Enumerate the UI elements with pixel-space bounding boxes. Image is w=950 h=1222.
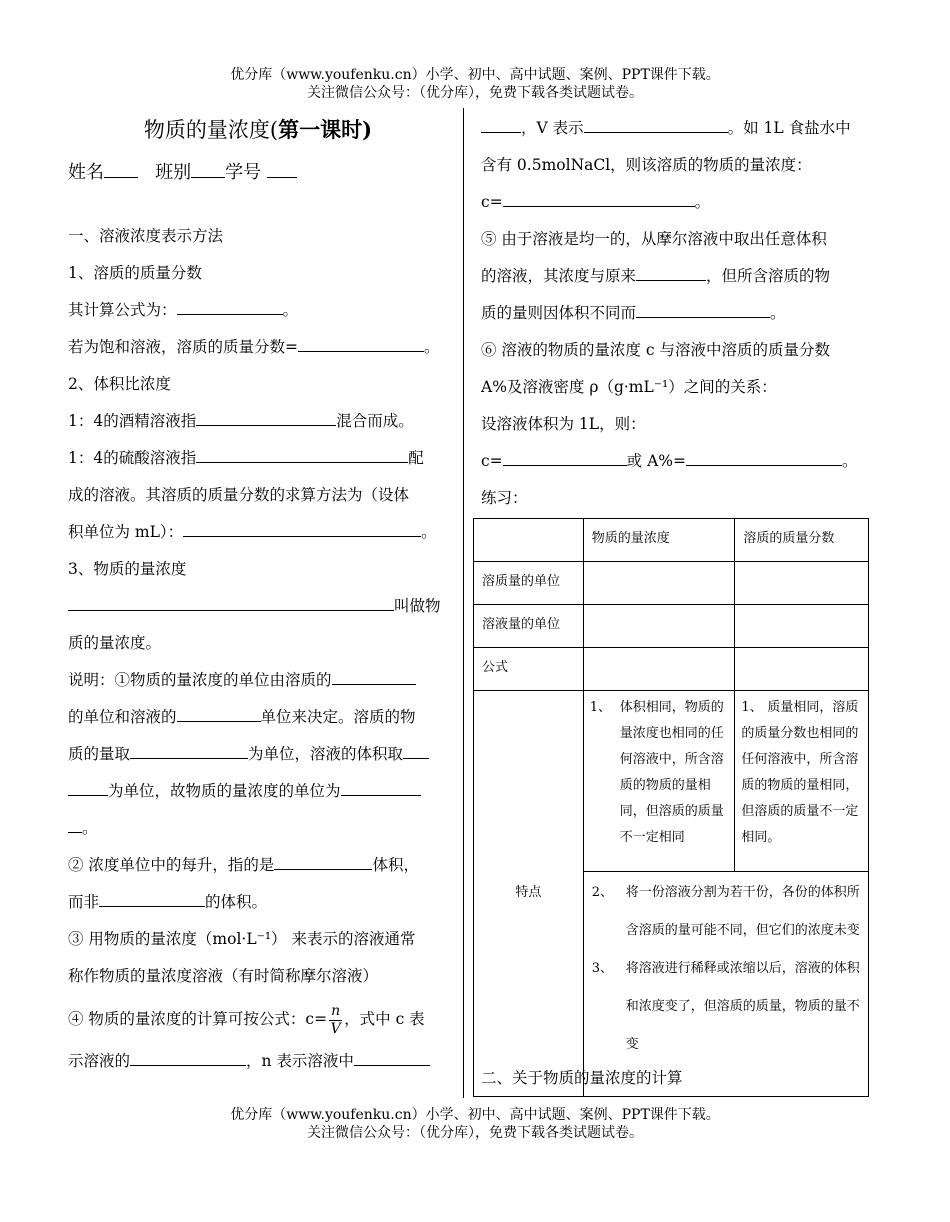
- note4-blank-a[interactable]: [130, 1051, 246, 1066]
- note1-blank-e[interactable]: [341, 781, 421, 796]
- table-header-mass-fraction: 溶质的质量分数: [735, 519, 869, 562]
- table-cell[interactable]: [735, 605, 869, 648]
- note4-blank-b[interactable]: [354, 1051, 430, 1066]
- note4-blank-c[interactable]: [481, 118, 521, 133]
- id-blank[interactable]: [267, 163, 297, 178]
- note-5-line-2: 的溶液，其浓度与原来 ，但所含溶质的物: [481, 267, 831, 285]
- table-row: [474, 648, 869, 691]
- table-header-row: [474, 519, 869, 562]
- formula-line: 其计算公式为： 。: [68, 301, 299, 319]
- continue-line-1: ，V 表示 。如 1L 食盐水中: [481, 110, 871, 147]
- a-formula-blank[interactable]: [686, 451, 842, 466]
- subsection-molarity: 3、物质的量浓度: [68, 560, 187, 578]
- continue-line-2: 含有 0.5molNaCl，则该溶质的物质的量浓度：: [481, 156, 812, 174]
- column-divider: [463, 108, 464, 1098]
- note-1-line-3: 质的量取 为单位，溶液的体积取: [68, 736, 448, 773]
- footer-line-2: 关注微信公众号：（优分库），免费下载各类试题试卷。: [307, 1125, 643, 1141]
- table-cell[interactable]: [583, 648, 735, 691]
- student-info-row: [68, 158, 448, 188]
- name-label: 姓名: [68, 162, 104, 183]
- page-title: [68, 110, 448, 150]
- note-4-line: ④ 物质的量浓度的计算可按公式：c= $\frac{n}{V}$ ，式中 c 表: [68, 1002, 425, 1037]
- v-meaning-blank[interactable]: [584, 118, 728, 133]
- section-1-heading: 一、溶液浓度表示方法: [68, 227, 224, 245]
- note-6-line-4: c= 或 A%= 。: [481, 452, 858, 470]
- row-label-formula: 公式: [474, 648, 584, 691]
- note5-blank-a[interactable]: [636, 266, 706, 281]
- fraction-n-over-v: $\frac{n}{V}$: [330, 1002, 341, 1037]
- sulfuric-line: 1：4的硫酸溶液指 配: [68, 449, 424, 467]
- note-6-line-2: A%及溶液密度 ρ（g·mL⁻¹）之间的关系：: [481, 378, 777, 396]
- feature-item-2: 2、 将一份溶液分割为若干份，各份的体积所含溶质的量可能不同，但它们的浓度未变: [591, 885, 860, 938]
- note-1-line: 说明：①物质的量浓度的单位由溶质的: [68, 662, 448, 699]
- table-row: [474, 605, 869, 648]
- continue-line-3: c= 。: [481, 193, 711, 211]
- note-6-line-3: 设溶液体积为 1L，则：: [481, 415, 646, 433]
- feature-molarity: 1、 体积相同，物质的量浓度也相同的任何溶液中，所含溶质的物质的量相同，但溶质的质量不一定相同: [583, 691, 735, 872]
- class-label: 班别: [155, 162, 192, 183]
- left-column: [68, 110, 448, 1080]
- note1-blank-e2[interactable]: [68, 818, 82, 833]
- saturated-blank[interactable]: [298, 337, 424, 352]
- note-5-line-3: 质的量则因体积不同而 。: [481, 304, 786, 322]
- note1-blank-d2[interactable]: [68, 781, 108, 796]
- note-5-line: ⑤ 由于溶液是均一的，从摩尔溶液中取出任意体积: [481, 230, 827, 248]
- title-main: 物质的量浓度(: [143, 118, 279, 142]
- note-2-line-2: 而非 的体积。: [68, 893, 268, 911]
- sulfuric-line-2: 成的溶液。其溶质的质量分数的求算方法为（设体: [68, 486, 410, 504]
- table-row-features: [474, 691, 869, 872]
- note5-blank-b[interactable]: [636, 303, 770, 318]
- method-blank[interactable]: [183, 522, 421, 537]
- table-header-molarity: 物质的量浓度: [583, 519, 735, 562]
- note-3-line: ③ 用物质的量浓度（mol·L⁻¹） 来表示的溶液通常: [68, 930, 416, 948]
- row-label-features: 特点: [474, 691, 584, 1097]
- table-cell[interactable]: [583, 562, 735, 605]
- note-4-line-2: 示溶液的 ，n 表示溶液中: [68, 1043, 448, 1080]
- definition-blank[interactable]: [68, 596, 394, 611]
- section-2-heading: 二、关于物质的量浓度的计算: [481, 1069, 683, 1087]
- table-cell[interactable]: [735, 648, 869, 691]
- comparison-table: [473, 518, 869, 1097]
- table-header-empty: [474, 519, 584, 562]
- sulfuric-blank[interactable]: [196, 448, 408, 463]
- page-footer: [0, 1106, 950, 1142]
- class-blank[interactable]: [191, 163, 225, 178]
- note-1-line-5: 。: [68, 810, 448, 847]
- subsection-volume-ratio: 2、体积比浓度: [68, 375, 171, 393]
- feature-mass-fraction: 1、 质量相同，溶质的质量分数也相同的任何溶液中，所含溶质的物质的量相同，但溶质的质量不一定相同。: [735, 691, 869, 872]
- title-lesson: 第一课时: [278, 117, 363, 142]
- right-column: [481, 110, 871, 517]
- practice-label: 练习：: [481, 489, 528, 507]
- note1-blank-d[interactable]: [403, 744, 429, 759]
- header-line-1: 优分库（www.youfenku.cn）小学、初中、高中试题、案例、PPT课件下载。: [230, 67, 720, 83]
- sulfuric-line-3: 积单位为 mL）： 。: [68, 523, 437, 541]
- note1-blank-b[interactable]: [177, 707, 261, 722]
- alcohol-blank[interactable]: [196, 411, 336, 426]
- subsection-mass-fraction: 1、溶质的质量分数: [68, 264, 202, 282]
- alcohol-line: 1：4的酒精溶液指 混合而成。: [68, 412, 414, 430]
- name-blank[interactable]: [104, 163, 138, 178]
- table-row: [474, 562, 869, 605]
- row-label-solution-unit: 溶液量的单位: [474, 605, 584, 648]
- note-3-line-2: 称作物质的量浓度溶液（有时简称摩尔溶液）: [68, 967, 379, 985]
- note1-blank-c[interactable]: [130, 744, 248, 759]
- id-label: 学号: [225, 162, 262, 183]
- c-formula-blank[interactable]: [503, 451, 627, 466]
- formula-blank[interactable]: [177, 300, 283, 315]
- note-1-line-4: 为单位，故物质的量浓度的单位为: [68, 773, 448, 810]
- note-2-line: ② 浓度单位中的每升，指的是 体积，: [68, 856, 419, 874]
- page-header: [0, 66, 950, 102]
- nacl-answer-blank[interactable]: [503, 192, 695, 207]
- note1-blank-a[interactable]: [332, 670, 416, 685]
- definition-line-2: 质的量浓度。: [68, 634, 162, 652]
- definition-line: 叫做物: [68, 588, 448, 625]
- title-end: ): [362, 117, 373, 142]
- note-6-line: ⑥ 溶液的物质的量浓度 c 与溶液中溶质的质量分数: [481, 341, 830, 359]
- note2-blank-b[interactable]: [99, 892, 205, 907]
- note2-blank-a[interactable]: [274, 855, 372, 870]
- feature-item-3: 3、 将溶液进行稀释或浓缩以后，溶液的体积和浓度变了，但溶质的质量，物质的量不变: [591, 961, 860, 1052]
- note-1-line-2: 的单位和溶液的 单位来决定。溶质的物: [68, 708, 416, 726]
- header-line-2: 关注微信公众号：（优分库），免费下载各类试题试卷。: [307, 85, 643, 101]
- table-cell[interactable]: [735, 562, 869, 605]
- row-label-solute-unit: 溶质量的单位: [474, 562, 584, 605]
- saturated-line: 若为饱和溶液，溶质的质量分数= 。: [68, 338, 440, 356]
- footer-line-1: 优分库（www.youfenku.cn）小学、初中、高中试题、案例、PPT课件下载。: [230, 1107, 720, 1123]
- table-cell[interactable]: [583, 605, 735, 648]
